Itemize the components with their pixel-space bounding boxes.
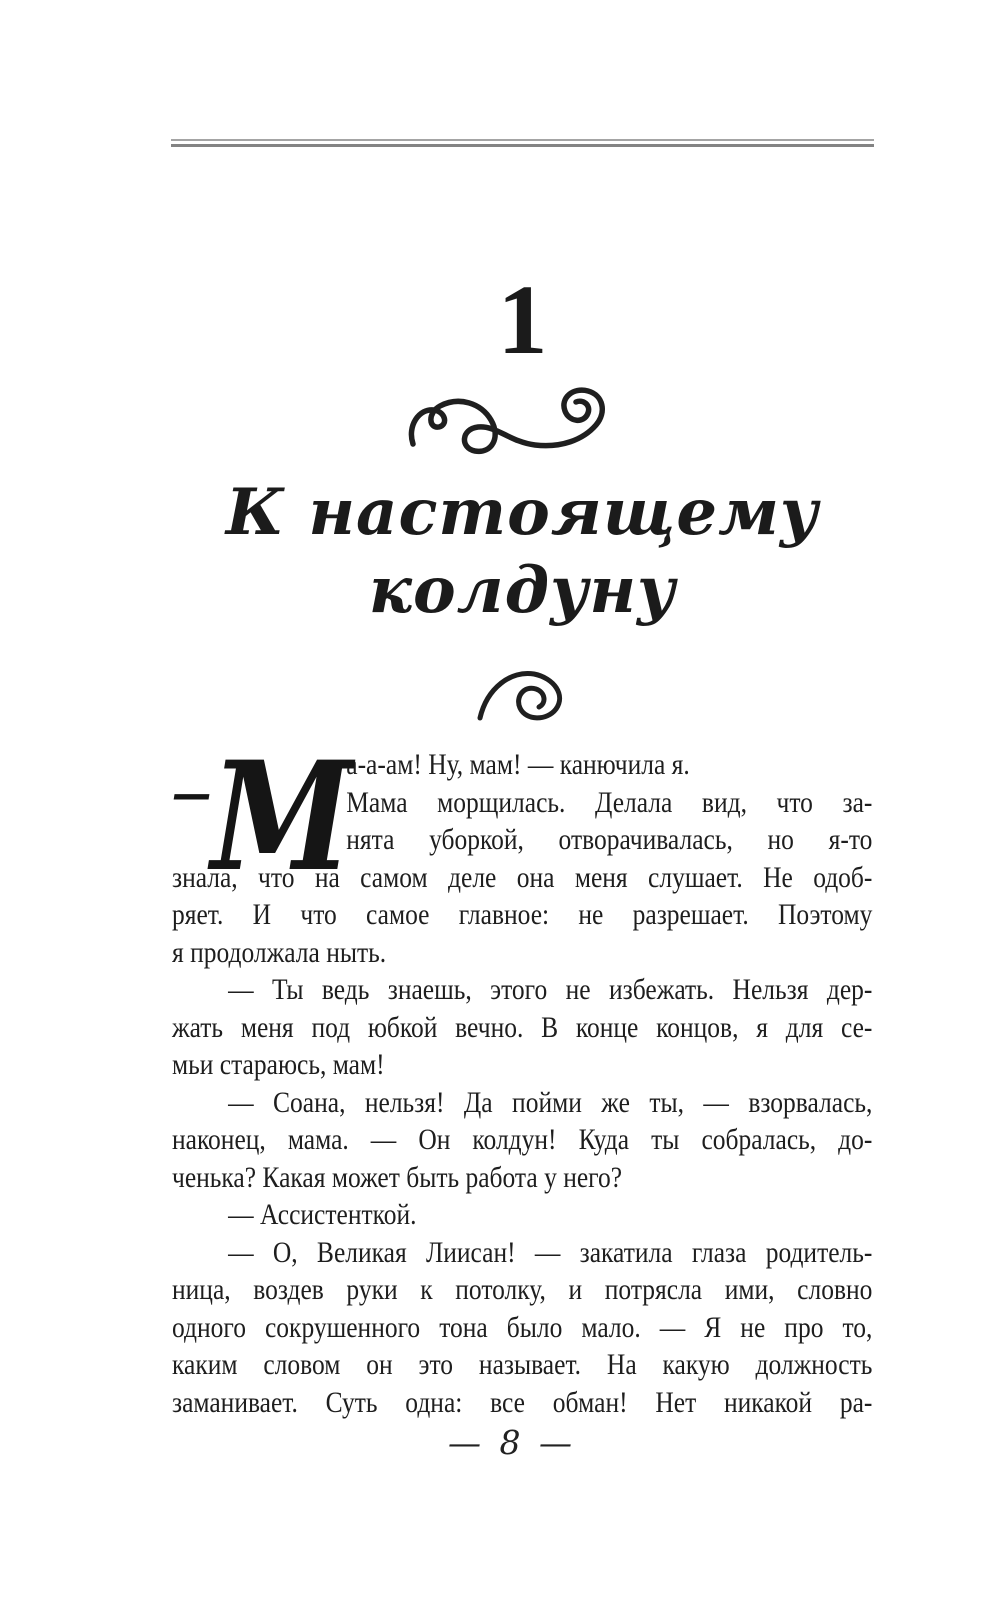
body-line: Мама морщилась. Делала вид, что за- <box>346 785 873 819</box>
drop-cap-dash: — <box>172 766 212 820</box>
body-line: нята уборкой, отворачивалась, но я-то <box>346 823 873 856</box>
swirl-flourish-icon <box>171 380 874 472</box>
body-line: знала, что на самом деле она меня слушает. Не одоб- <box>172 860 873 894</box>
body-line: я продолжала ныть. <box>172 935 387 969</box>
body-line: наконец, мама. — Он колдун! Куда ты собралась, до- <box>172 1123 873 1156</box>
page-number: — 8 — <box>448 1423 576 1462</box>
body-line: жать меня под юбкой вечно. В конце концов, я для се- <box>172 1010 873 1044</box>
chapter-title-line1: К настоящему <box>225 475 820 550</box>
body-line: а-а-ам! Ну, мам! — канючила я. <box>346 748 690 781</box>
spiral-flourish-icon <box>171 658 874 730</box>
body-line: мьи стараюсь, мам! <box>172 1048 385 1081</box>
header-rule-thin <box>171 139 874 141</box>
chapter-number: 1 <box>497 264 548 375</box>
drop-cap-letter: М <box>211 729 353 905</box>
body-line: ница, воздев руки к потолку, и потрясла ими, словно <box>172 1273 873 1306</box>
body-line: ряет. И что самое главное: не разрешает. Поэтому <box>172 898 873 931</box>
chapter-title-line2: колдуну <box>368 553 677 628</box>
body-line: — Ассистенткой. <box>228 1198 417 1231</box>
body-line: — О, Великая Лиисан! — закатила глаза родитель- <box>228 1235 873 1269</box>
body-line: заманивает. Суть одна: все обман! Нет никакой ра- <box>172 1385 873 1419</box>
body-line: каким словом он это называет. На какую должность <box>172 1348 873 1381</box>
header-rule-thick <box>171 144 874 147</box>
body-text <box>172 729 873 1421</box>
body-line: ченька? Какая может быть работа у него? <box>172 1160 623 1194</box>
drop-cap <box>172 729 353 905</box>
body-line: — Ты ведь знаешь, этого не избежать. Нельзя дер- <box>228 973 873 1006</box>
body-line: одного сокрушенного тона было мало. — Я не про то, <box>172 1310 873 1344</box>
body-line: — Соана, нельзя! Да пойми же ты, — взорвалась, <box>228 1085 873 1119</box>
